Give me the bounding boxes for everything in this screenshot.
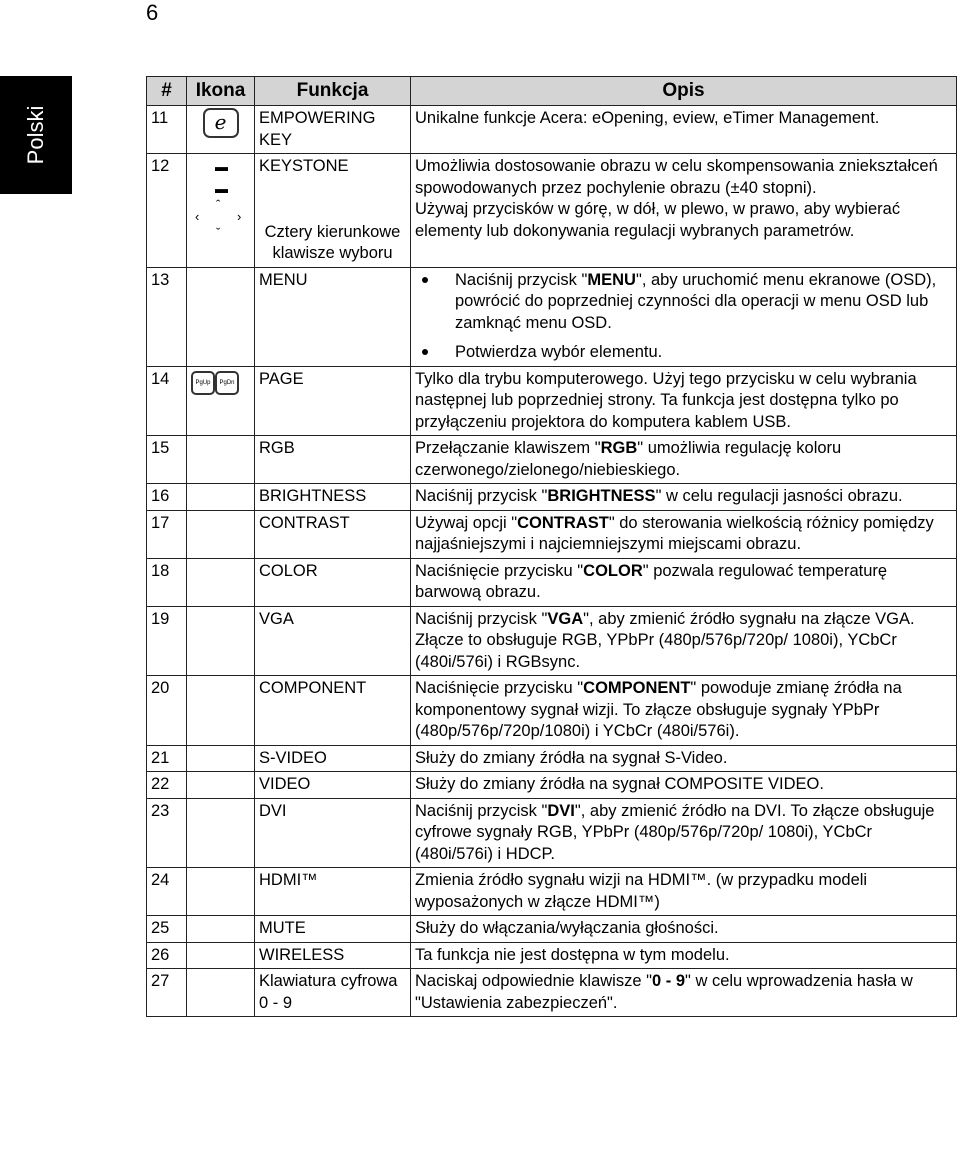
page-up-icon: PgUp — [191, 371, 215, 395]
bullet-list — [415, 270, 952, 364]
function-description: Służy do włączania/wyłączania głośności. — [411, 916, 957, 943]
table-row — [147, 484, 957, 511]
function-name: BRIGHTNESS — [255, 484, 411, 511]
table-row — [147, 106, 957, 154]
language-label: Polski — [23, 105, 48, 165]
row-number: 22 — [147, 772, 187, 799]
function-description: Naciśnij przycisk "VGA", aby zmienić źródło sygnału na złącze VGA. Złącze to obsługuje RGB, YPbPr (480p/576p/720p/ 1080i), YCbCr (480i/576i) i RGBsync. — [411, 606, 957, 676]
function-name: S-VIDEO — [255, 745, 411, 772]
row-number: 24 — [147, 868, 187, 916]
function-description: Naciśnij przycisk "BRIGHTNESS" w celu regulacji jasności obrazu. — [411, 484, 957, 511]
function-description: Unikalne funkcje Acera: eOpening, eview, eTimer Management. — [411, 106, 957, 154]
function-description: Naciśnięcie przycisku "COLOR" pozwala regulować temperaturę barwową obrazu. — [411, 558, 957, 606]
arrow-right-icon: › — [237, 209, 242, 224]
function-description: Tylko dla trybu komputerowego. Użyj tego przycisku w celu wybrania następnej lub poprzedniej strony. Ta funkcja jest dostępna tylko po przyłączeniu projektora do komputera kablem USB. — [411, 366, 957, 436]
page-down-icon: PgDn — [215, 371, 239, 395]
keystone-down-icon: ▬ — [215, 181, 228, 196]
language-side-tab — [0, 76, 72, 194]
function-name: COLOR — [255, 558, 411, 606]
table-row — [147, 942, 957, 969]
table-row — [147, 267, 957, 366]
function-description: Naciskaj odpowiednie klawisze "0 - 9" w celu wprowadzenia hasła w "Ustawienia zabezpieczeń". — [411, 969, 957, 1017]
header-num: # — [147, 77, 187, 106]
function-name: EMPOWERING KEY — [255, 106, 411, 154]
table-row — [147, 969, 957, 1017]
function-name: CONTRAST — [255, 510, 411, 558]
arrow-left-icon: ‹ — [195, 209, 200, 224]
row-number: 13 — [147, 267, 187, 366]
function-description: Używaj opcji "CONTRAST" do sterowania wielkością różnicy pomiędzy najjaśniejszymi i najciemniejszymi miejscami obrazu. — [411, 510, 957, 558]
bullet-item: Potwierdza wybór elementu. — [455, 342, 952, 364]
function-description: Służy do zmiany źródła na sygnał COMPOSITE VIDEO. — [411, 772, 957, 799]
header-icon: Ikona — [187, 77, 255, 106]
table-row — [147, 366, 957, 436]
table-row — [147, 772, 957, 799]
function-description: Ta funkcja nie jest dostępna w tym modelu. — [411, 942, 957, 969]
keystone-arrow-icons — [191, 156, 251, 240]
function-name: KEYSTONE — [259, 157, 349, 175]
table-row — [147, 745, 957, 772]
table-row — [147, 868, 957, 916]
function-name: VGA — [255, 606, 411, 676]
row-number: 11 — [147, 106, 187, 154]
page-number: 6 — [146, 0, 159, 25]
function-name-secondary: Cztery kierunkowe klawisze wyboru — [264, 222, 401, 262]
function-description: Przełączanie klawiszem "RGB" umożliwia regulację koloru czerwonego/zielonego/niebieskiego. — [411, 436, 957, 484]
row-number: 19 — [147, 606, 187, 676]
table-row — [147, 606, 957, 676]
table-row — [147, 676, 957, 746]
row-number: 23 — [147, 798, 187, 868]
table-row — [147, 558, 957, 606]
row-number: 21 — [147, 745, 187, 772]
function-description-secondary: Używaj przycisków w górę, w dół, w plewo, w prawo, aby wybierać elementy lub dokonywania regulacji wybranych parametrów. — [415, 200, 901, 240]
remote-control-function-table — [146, 76, 957, 1017]
function-description: Służy do zmiany źródła na sygnał S-Video. — [411, 745, 957, 772]
row-number: 15 — [147, 436, 187, 484]
function-name: COMPONENT — [255, 676, 411, 746]
function-description: Naciśnięcie przycisku "COMPONENT" powoduje zmianę źródła na komponentowy sygnał wizji. To złącze obsługuje sygnały YPbPr (480p/576p/720p/1080i) i YCbCr (480i/576i). — [411, 676, 957, 746]
function-description: Zmienia źródło sygnału wizji na HDMI™. (w przypadku modeli wyposażonych w złącze HDMI™) — [411, 868, 957, 916]
row-number: 14 — [147, 366, 187, 436]
row-number: 27 — [147, 969, 187, 1017]
row-number: 12 — [147, 154, 187, 268]
row-number: 18 — [147, 558, 187, 606]
table-row — [147, 510, 957, 558]
function-description: Naciśnij przycisk "DVI", aby zmienić źródło na DVI. To złącze obsługuje cyfrowe sygnały RGB, YPbPr (480p/576p/720p/ 1080i), YCbCr (480i/576i) i HDCP. — [411, 798, 957, 868]
e-key-icon: e — [203, 108, 239, 138]
function-name: Klawiatura cyfrowa 0 - 9 — [255, 969, 411, 1017]
function-name: PAGE — [255, 366, 411, 436]
function-name: MUTE — [255, 916, 411, 943]
row-number: 16 — [147, 484, 187, 511]
header-description: Opis — [411, 77, 957, 106]
header-function: Funkcja — [255, 77, 411, 106]
function-name: DVI — [255, 798, 411, 868]
table-row — [147, 154, 957, 268]
row-number: 25 — [147, 916, 187, 943]
function-name: MENU — [255, 267, 411, 366]
arrow-up-icon: ˆ — [216, 197, 221, 212]
function-name: VIDEO — [255, 772, 411, 799]
table-header-row — [147, 77, 957, 106]
table-row — [147, 798, 957, 868]
bullet-item: Naciśnij przycisk "MENU", aby uruchomić menu ekranowe (OSD), powrócić do poprzedniej czynności dla operacji w menu OSD lub zamknąć menu OSD. — [455, 270, 952, 335]
table-row — [147, 916, 957, 943]
keystone-up-icon: ▬ — [215, 159, 228, 174]
function-name: HDMI™ — [255, 868, 411, 916]
row-number: 17 — [147, 510, 187, 558]
row-number: 26 — [147, 942, 187, 969]
function-name: RGB — [255, 436, 411, 484]
row-number: 20 — [147, 676, 187, 746]
function-description: Umożliwia dostosowanie obrazu w celu skompensowania zniekształceń spowodowanych przez pochylenie obrazu (±40 stopni). — [415, 157, 938, 197]
arrow-down-icon: ˇ — [216, 225, 221, 240]
table-row — [147, 436, 957, 484]
function-name: WIRELESS — [255, 942, 411, 969]
